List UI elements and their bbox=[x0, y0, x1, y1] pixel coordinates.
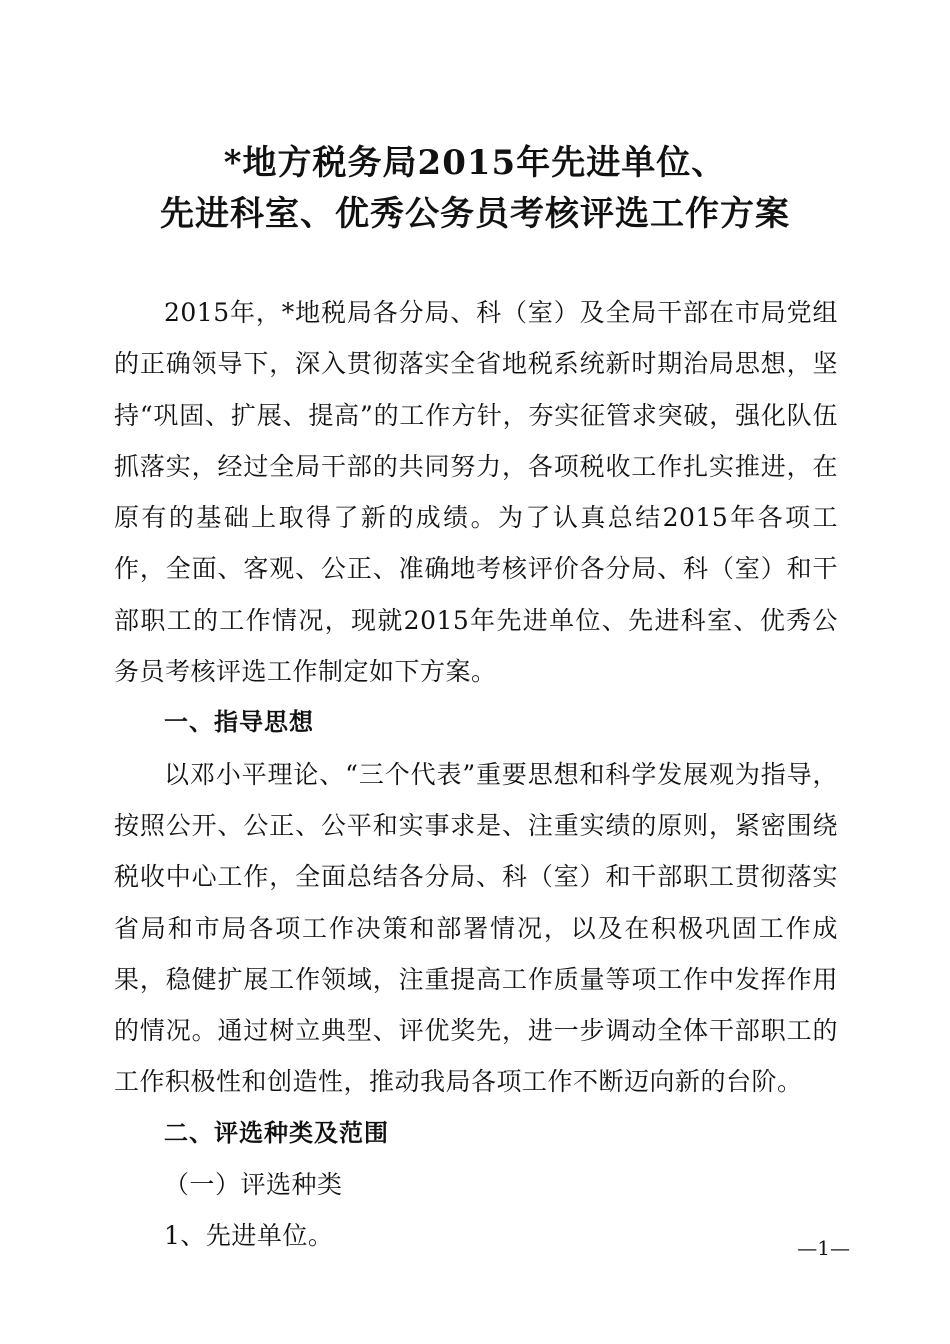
intro-paragraph: 2015年，*地税局各分局、科（室）及全局干部在市局党组的正确领导下，深入贯彻落实全省地税系统新时期治局思想，坚持“巩固、扩展、提高”的工作方针，夯实征管求突破，强化队伍抓落实，经过全局干部的共同努力，各项税收工作扎实推进，在原有的基础上取得了新的成绩。为了认真总结2015年各项工作，全面、客观、公正、准确地考核评价各分局、科（室）和干部职工的工作情况，现就2015年先进单位、先进科室、优秀公务员考核评选工作制定如下方案。 bbox=[114, 298, 838, 687]
list-item-advanced-unit: 1、先进单位。 bbox=[164, 1221, 334, 1251]
document-title-line1: *地方税务局2015年先进单位、 bbox=[223, 143, 727, 183]
subsection-selection-types: （一）评选种类 bbox=[164, 1170, 343, 1200]
page-number: —1— bbox=[797, 1236, 850, 1260]
section-heading-guiding-ideology: 一、指导思想 bbox=[164, 708, 314, 737]
document-title-line2: 先进科室、优秀公务员考核评选工作方案 bbox=[160, 194, 790, 234]
guiding-ideology-paragraph: 以邓小平理论、“三个代表”重要思想和科学发展观为指导，按照公开、公正、公平和实事求是、注重实绩的原则，紧密围绕税收中心工作，全面总结各分局、科（室）和干部职工贯彻落实省局和市局各项工作决策和部署情况，以及在积极巩固工作成果，稳健扩展工作领域，注重提高工作质量等项工作中发挥作用的情况。通过树立典型、评优奖先，进一步调动全体干部职工的工作积极性和创造性，推动我局各项工作不断迈向新的台阶。 bbox=[114, 759, 838, 1097]
section-heading-selection-scope: 二、评选种类及范围 bbox=[164, 1118, 389, 1147]
document-body bbox=[114, 287, 838, 1262]
